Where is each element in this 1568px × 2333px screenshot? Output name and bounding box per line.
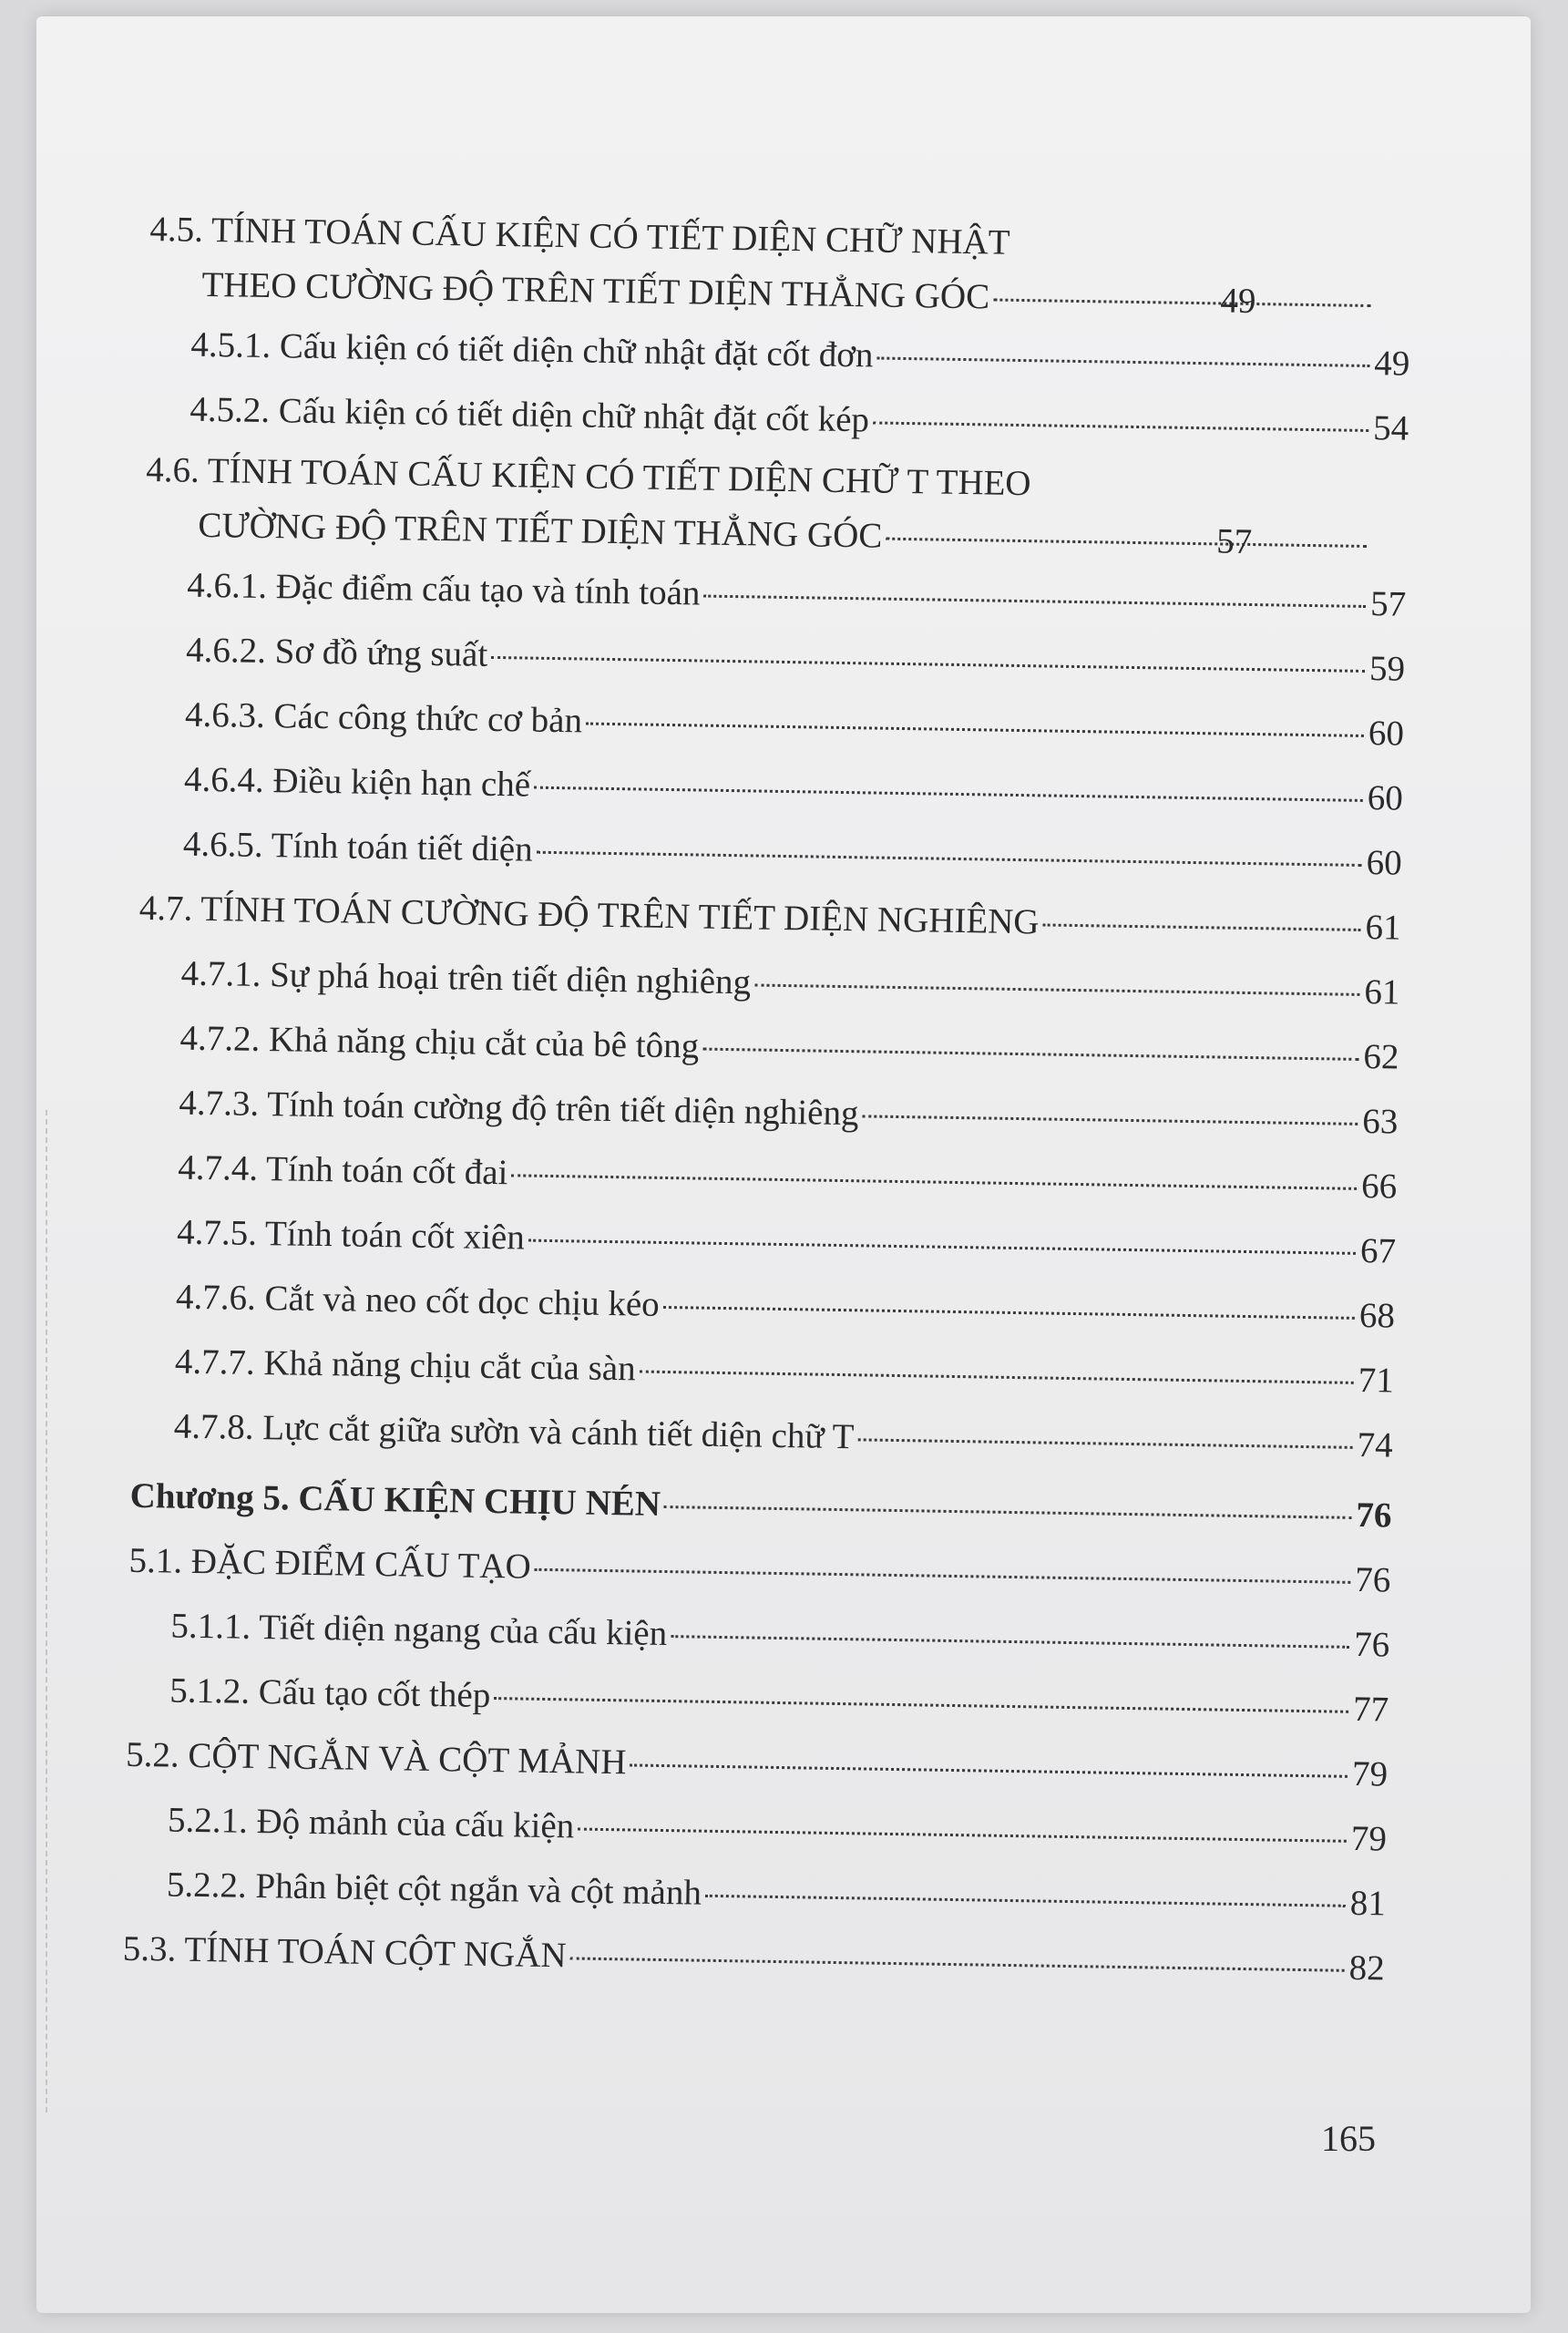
dot-leader [873,421,1368,432]
dot-leader [886,538,1367,548]
toc-page-number: 49 [1374,344,1410,384]
toc-page-number: 61 [1365,908,1401,948]
toc-page-number: 61 [1364,972,1400,1012]
dot-leader [876,357,1369,367]
dot-leader [586,723,1364,737]
dot-leader [857,1438,1352,1449]
toc-page-number: 68 [1358,1295,1396,1336]
toc-entry-title: 5.1.2. Cấu tạo cốt thép [169,1670,491,1716]
dot-leader [754,983,1359,995]
toc-entry-title: 4.7.8. Lực cắt giữa sườn và cánh tiết diện chữ T [173,1406,855,1457]
toc-page-number: 60 [1368,714,1405,754]
toc-page-number: 76 [1355,1559,1391,1600]
toc-entry-title: 4.7.3. Tính toán cường độ trên tiết diện nghiêng [179,1083,859,1134]
dot-leader [705,1895,1346,1907]
toc-entry-title: 4.7.6. Cắt và neo cốt dọc chịu kéo [175,1277,661,1324]
toc-entry-title: 4.6.5. Tính toán tiết diện [182,824,534,869]
toc-entry-title: 4.7.4. Tính toán cốt đai [177,1147,508,1193]
toc-entry-title-line2: CƯỜNG ĐỘ TRÊN TIẾT DIỆN THẲNG GÓC [198,505,883,556]
toc-page-number: 67 [1359,1230,1397,1271]
toc-entry-title-line1: 4.5. TÍNH TOÁN CẤU KIỆN CÓ TIẾT DIỆN CHỮ NHẬT [149,209,1010,262]
toc-page-number: 60 [1367,778,1404,818]
toc-page-number: 54 [1372,408,1409,448]
toc-page-number: 57 [1215,521,1253,562]
dot-leader [534,786,1363,802]
toc-page-number: 71 [1358,1360,1395,1401]
toc-page-number: 76 [1353,1624,1390,1665]
toc-entry-title: 4.6.2. Sơ đồ ứng suất [185,630,488,674]
table-of-contents [36,199,1531,2003]
dot-leader [630,1763,1348,1777]
dot-leader [537,851,1362,867]
toc-entry-title-line2: THEO CƯỜNG ĐỘ TRÊN TIẾT DIỆN THẲNG GÓC [201,264,990,317]
toc-entry-title: Chương 5. CẤU KIỆN CHỊU NÉN [129,1475,661,1524]
dot-leader [640,1371,1354,1384]
toc-entry-title: 4.5.2. Cấu kiện có tiết diện chữ nhật đặt cốt kép [190,389,870,440]
dot-leader [664,1506,1352,1519]
dot-leader [511,1174,1357,1190]
toc-entry-title: 4.7. TÍNH TOÁN CƯỜNG ĐỘ TRÊN TIẾT DIỆN NGHIÊNG [138,888,1040,942]
dot-leader [570,1957,1345,1971]
toc-entry-title: 4.6.4. Điều kiện hạn chế [183,759,531,805]
dot-leader [862,1115,1358,1125]
dot-leader [578,1828,1347,1843]
dot-leader [1042,923,1360,930]
toc-page-number: 82 [1348,1948,1386,1989]
toc-entry-title-line1: 4.6. TÍNH TOÁN CẤU KIỆN CÓ TIẾT DIỆN CHỮ T THEO [146,449,1031,504]
toc-entry-title: 4.5.1. Cấu kiện có tiết diện chữ nhật đặt cốt đơn [190,324,874,375]
dot-leader [491,656,1365,673]
toc-entry-title: 4.7.1. Sự phá hoại trên tiết diện nghiêng [180,953,752,1002]
toc-page-number: 79 [1351,1753,1389,1794]
toc-entry-title: 5.1.1. Tiết diện ngang của cấu kiện [170,1606,668,1654]
toc-entry-title: 5.2. CỘT NGẮN VÀ CỘT MẢNH [125,1734,627,1783]
dot-leader [535,1568,1351,1584]
dot-leader [702,1048,1358,1061]
toc-page-number: 60 [1366,843,1403,883]
toc-page-number: 66 [1360,1166,1398,1207]
toc-entry-title: 4.6.3. Các công thức cơ bản [184,694,583,741]
toc-entry-title: 5.2.1. Độ mảnh của cấu kiện [167,1800,575,1846]
dot-leader [703,595,1366,608]
dot-leader [993,299,1370,308]
dot-leader [528,1239,1356,1255]
toc-page-number: 79 [1350,1818,1388,1859]
toc-entry-title: 4.7.5. Tính toán cốt xiên [176,1212,526,1258]
toc-page-number: 77 [1352,1689,1389,1730]
toc-page-number: 62 [1363,1036,1399,1077]
dot-leader [494,1697,1348,1713]
toc-page-number: 57 [1369,584,1407,624]
toc-page-number: 49 [1220,281,1256,322]
book-page [36,16,1531,2313]
toc-page-number: 63 [1361,1101,1399,1142]
toc-page-number: 76 [1356,1495,1392,1536]
toc-entry-title: 5.3. TÍNH TOÁN CỘT NGẮN [122,1928,567,1976]
page-number: 165 [1321,2118,1376,2159]
toc-entry-title: 4.6.1. Đặc điểm cấu tạo và tính toán [187,565,701,613]
toc-page-number: 81 [1349,1883,1387,1924]
toc-page-number: 59 [1368,649,1406,689]
dot-leader [671,1635,1349,1649]
toc-entry-title: 4.7.2. Khả năng chịu cắt của bê tông [179,1018,700,1066]
toc-entry-title: 5.1. ĐẶC ĐIỂM CẤU TẠO [128,1540,532,1587]
toc-page-number: 74 [1357,1424,1394,1465]
dot-leader [663,1306,1355,1320]
toc-entry-title: 5.2.2. Phân biệt cột ngắn và cột mảnh [166,1865,702,1913]
toc-entry-title: 4.7.7. Khả năng chịu cắt của sàn [174,1341,637,1389]
